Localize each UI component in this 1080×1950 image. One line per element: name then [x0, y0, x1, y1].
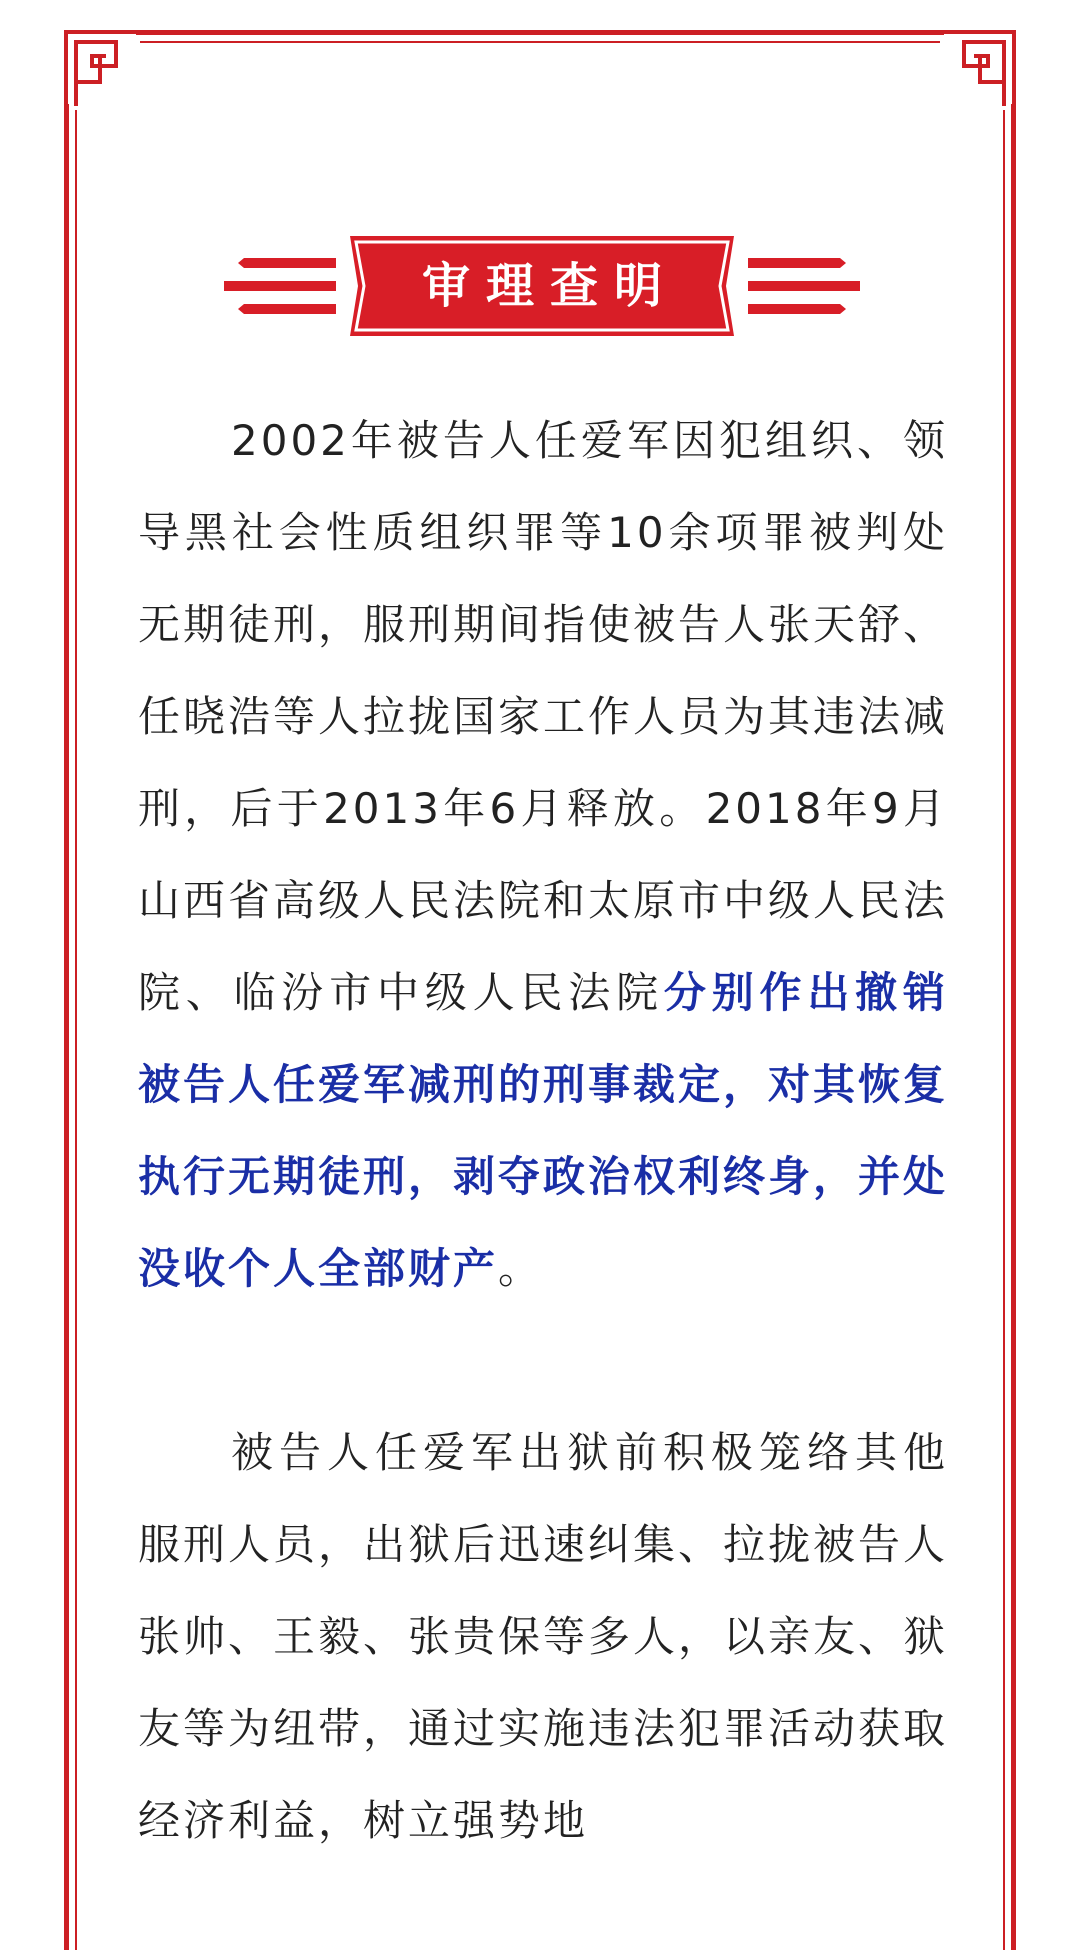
- paragraph-1-highlight: 分别作出撤销被告人任爱军减刑的刑事裁定，对其恢复执行无期徒刑，剥夺政治权利终身，并处没收个人全部财产: [138, 968, 949, 1293]
- banner-right-stripes: [748, 254, 860, 318]
- frame-corner-ornament-right: [940, 26, 1020, 106]
- banner-left-stripes: [224, 254, 336, 318]
- frame-right-inner: [1003, 110, 1005, 1950]
- paragraph-1-lead: 2002年被告人任爱军因犯组织、领导黑社会性质组织罪等10余项罪被判处无期徒刑，服刑期间指使被告人张天舒、任晓浩等人拉拢国家工作人员为其违法减刑，后于2013年6月释放。2018年9月山西省高级人民法院和太原市中级人民法院、临汾市中级人民法院: [138, 416, 949, 1017]
- frame-left-outer: [64, 104, 69, 1950]
- article-body: [138, 395, 948, 1867]
- frame-top-outer: [136, 30, 944, 35]
- frame-left-inner: [75, 110, 77, 1950]
- paragraph-1-tail: 。: [498, 1244, 544, 1293]
- section-banner: [0, 232, 1080, 342]
- frame-corner-ornament-left: [60, 26, 140, 106]
- paragraph-2: 被告人任爱军出狱前积极笼络其他服刑人员，出狱后迅速纠集、拉拢被告人张帅、王毅、张贵保等多人，以亲友、狱友等为纽带，通过实施违法犯罪活动获取经济利益，树立强势地: [138, 1428, 949, 1845]
- paragraph-1: [138, 395, 948, 1315]
- section-title: 审理查明: [421, 258, 678, 314]
- frame-right-outer: [1011, 104, 1016, 1950]
- frame-top-inner: [140, 41, 940, 43]
